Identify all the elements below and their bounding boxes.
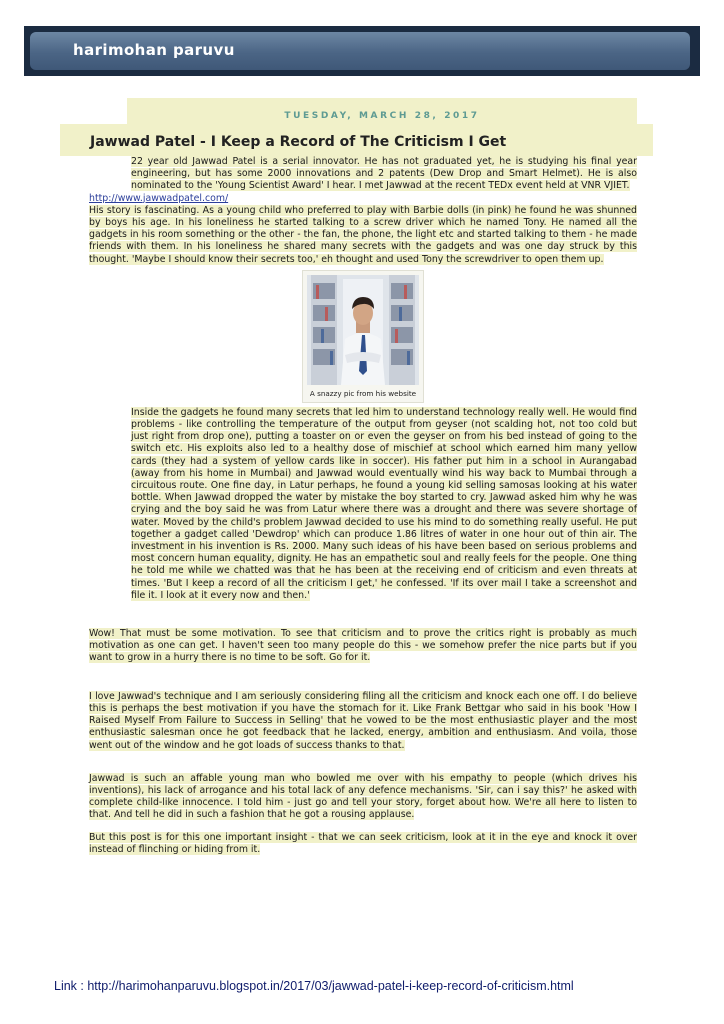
- website-link[interactable]: http://www.jawwadpatel.com/: [89, 192, 229, 204]
- website-link-line: [89, 193, 637, 205]
- post-image: [302, 270, 424, 403]
- post-body: [89, 156, 637, 856]
- spacer: [89, 602, 637, 628]
- technique-paragraph: I love Jawwad's technique and I am seriously considering filing all the criticism and knock each one off. I do believe this is perhaps the best motivation if you have the stomach for it. Like Frank Bettgar who said in his book 'How I Raised Myself From Failure to Success in Selling' that he vowed to be the most enthusiastic player and the most enthusiastic salesman once he got feedback that he lacked, energy, ambition and enthusiasm. And voila, those went out of the window and he got loads of success thanks to that.: [89, 690, 637, 751]
- insight-paragraph: But this post is for this one important insight - that we can seek criticism, look at it in the eye and knock it over instead of flinching or hiding from it.: [89, 831, 637, 855]
- spacer: [89, 752, 637, 773]
- portrait-photo[interactable]: [307, 275, 419, 385]
- post-title[interactable]: Jawwad Patel - I Keep a Record of The Criticism I Get: [90, 134, 507, 150]
- footer-link[interactable]: Link : http://harimohanparuvu.blogspot.in/2017/03/jawwad-patel-i-keep-record-of-criticism.html: [54, 979, 574, 993]
- gadgets-paragraph: Inside the gadgets he found many secrets that led him to understand technology really well. He would find problems - like controlling the temperature of the output from geyser (not scalding hot, not too cold but just right from drop one), putting a toaster on or even the geyser on from his bed instead of going to the switch etc. His exploits also led to a healthy dose of mischief at school which earned him many yellow cards (they had a system of yellow cards like in soccer). His father put him in a school in Aurangabad (away from his home in Mumbai) and Jawwad would eventually wind his way back to Mumbai through a circuitous route. One fine day, in Latur perhaps, he found a young kid selling samosas looking at his water bottle. When Jawwad dropped the water by mistake the boy started to cry. Jawwad asked him why he was crying and the boy said he was from Latur where there was a drought and there was severe shortage of water. Moved by the child's problem Jawwad decided to use his mind to do something really useful. He put together a gadget called 'Dewdrop' which can produce 1.86 litres of water in one hour out of thin air. The investment in his invention is Rs. 2000. Many such ideas of his have been based on serious problems and most concern human equality, dignity. He has an empathetic soul and really feels for the people. One thing he told me while we chatted was that he has been at the receiving end of criticism and even threats at times. 'But I keep a record of all the criticism I get,' he confessed. 'If its over mail I take a screenshot and file it. I look at it every now and then.': [131, 406, 637, 601]
- image-caption: A snazzy pic from his website: [309, 388, 417, 398]
- story-paragraph: His story is fascinating. As a young child who preferred to play with Barbie dolls (in pink) he found he was shunned by boys his age. In his loneliness he started talking to a screw driver which he named Tony. He named all the gadgets in his room something or the other - the fan, the phone, the light etc and started talking to them - he made friends with them. In his loneliness he shared many secrets with the gadgets and was one day struck by this thought. 'Maybe I should know their secrets too,' eh thought and used Tony the screwdriver to open them up.: [89, 204, 637, 265]
- spacer: [89, 665, 637, 691]
- intro-paragraph: 22 year old Jawwad Patel is a serial innovator. He has not graduated yet, he is studying his final year engineering, but has some 2000 innovations and 2 patents (Dew Drop and Smart Helmet). He is also nominated to the 'Young Scientist Award' I hear. I met Jawwad at the recent TEDx event held at VNR VJIET.: [131, 156, 637, 192]
- post-date: TUESDAY, MARCH 28, 2017: [284, 111, 480, 121]
- spacer: [89, 822, 637, 832]
- blog-title[interactable]: harimohan paruvu: [73, 41, 235, 59]
- affable-paragraph: Jawwad is such an affable young man who bowled me over with his empathy to people (which drives his inventions), his lack of arrogance and his total lack of any defence mechanisms. 'Sir, can i say this?' he asked with complete child-like innocence. I told him - just go and tell your story, forget about how. We're all here to listen to that. And tell he did in such a fashion that he got a rousing applause.: [89, 772, 637, 821]
- wow-paragraph: Wow! That must be some motivation. To see that criticism and to prove the critics right is probably as much motivation as one can get. I haven't seen too many people do this - we somehow prefer the nice parts but if you want to grow in a hurry there is no time to be soft. Go for it.: [89, 628, 637, 664]
